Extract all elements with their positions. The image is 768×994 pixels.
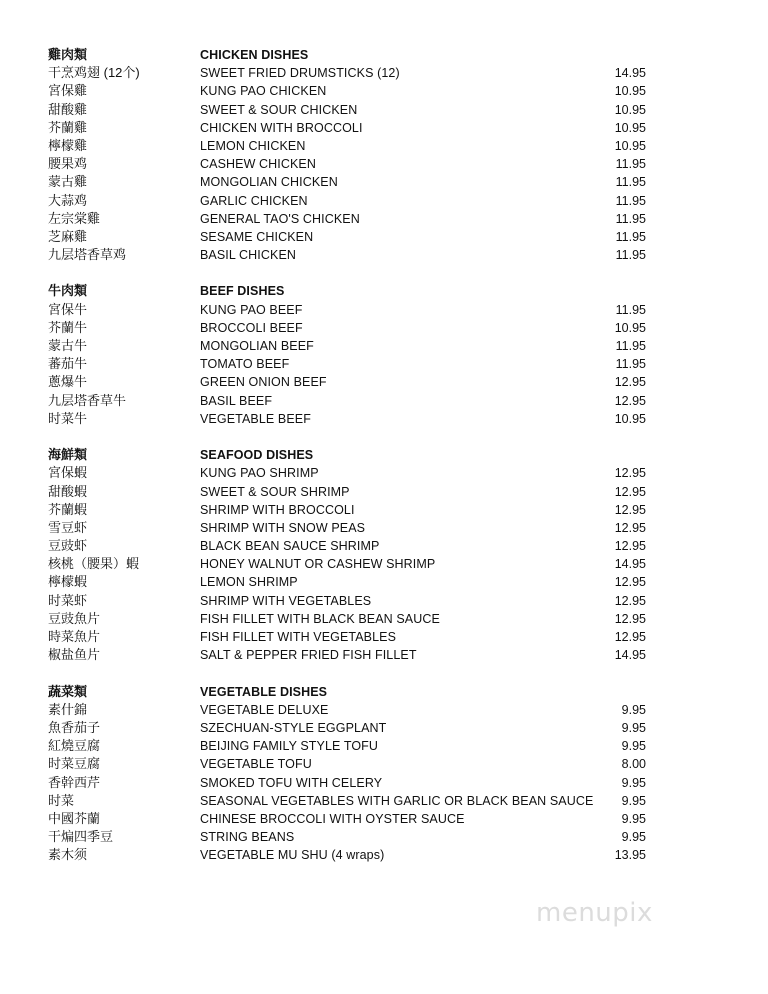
section-seafood xyxy=(0,446,768,664)
item-name-en: FISH FILLET WITH BLACK BEAN SAUCE xyxy=(200,611,440,626)
item-price: 10.95 xyxy=(614,102,646,117)
menu-item xyxy=(0,719,768,737)
item-name-cn: 干烹鸡翅 (12个) xyxy=(48,65,140,81)
section-title-en: CHICKEN DISHES xyxy=(200,48,309,62)
item-name-en: KUNG PAO BEEF xyxy=(200,302,303,317)
menu-item xyxy=(0,155,768,173)
item-price: 9.95 xyxy=(621,830,646,845)
item-name-en: VEGETABLE DELUXE xyxy=(200,702,329,717)
item-price: 9.95 xyxy=(621,720,646,735)
menu-item xyxy=(0,483,768,501)
section-header xyxy=(0,46,768,64)
menu-item xyxy=(0,173,768,191)
section-header xyxy=(0,683,768,701)
item-name-en: GARLIC CHICKEN xyxy=(200,193,308,208)
item-name-en: VEGETABLE MU SHU (4 wraps) xyxy=(200,848,385,863)
item-name-en: MONGOLIAN BEEF xyxy=(200,339,314,353)
item-name-cn: 大蒜鸡 xyxy=(48,192,88,208)
item-name-cn: 蕃茄牛 xyxy=(48,356,88,372)
item-name-cn: 左宗棠雞 xyxy=(48,210,101,226)
item-name-en: LEMON CHICKEN xyxy=(200,138,306,153)
item-name-cn: 腰果鸡 xyxy=(48,156,88,172)
menu-item xyxy=(0,774,768,792)
menu-item xyxy=(0,501,768,519)
item-name-en: BASIL CHICKEN xyxy=(200,248,297,263)
item-name-cn: 九层塔香草鸡 xyxy=(48,247,127,263)
menu-item xyxy=(0,646,768,664)
item-name-en: SEASONAL VEGETABLES WITH GARLIC OR BLACK BEAN SAUCE xyxy=(200,793,594,808)
menu-item xyxy=(0,410,768,428)
menu-item xyxy=(0,373,768,391)
menu-item xyxy=(0,319,768,337)
item-price: 10.95 xyxy=(614,411,646,426)
item-name-cn: 宮保蝦 xyxy=(48,465,88,481)
item-name-en: GREEN ONION BEEF xyxy=(200,375,327,390)
menu-item xyxy=(0,592,768,610)
menu-item xyxy=(0,846,768,864)
item-name-cn: 时菜豆腐 xyxy=(48,756,101,772)
item-name-en: LEMON SHRIMP xyxy=(200,575,298,590)
item-name-cn: 椒盐鱼片 xyxy=(48,647,101,663)
menu-item xyxy=(0,101,768,119)
menu-item xyxy=(0,337,768,355)
item-price: 11.95 xyxy=(615,339,646,353)
menu-item xyxy=(0,464,768,482)
menu-item xyxy=(0,119,768,137)
item-price: 10.95 xyxy=(614,84,646,99)
item-price: 12.95 xyxy=(614,630,646,644)
item-price: 9.95 xyxy=(621,739,646,754)
item-name-en: GENERAL TAO'S CHICKEN xyxy=(200,211,360,226)
item-price: 12.95 xyxy=(614,393,646,408)
item-name-en: SESAME CHICKEN xyxy=(200,229,314,244)
item-name-cn: 中國芥蘭 xyxy=(48,810,101,826)
item-name-cn: 芥蘭牛 xyxy=(48,319,88,335)
item-name-cn: 蒙古雞 xyxy=(48,174,88,190)
item-price: 11.95 xyxy=(615,357,646,372)
item-name-en: VEGETABLE BEEF xyxy=(200,411,311,426)
menu-item xyxy=(0,210,768,228)
item-price: 12.95 xyxy=(614,539,646,554)
item-price: 9.95 xyxy=(621,811,646,826)
item-name-cn: 时菜牛 xyxy=(48,410,88,426)
item-name-cn: 宮保雞 xyxy=(48,83,88,99)
item-name-en: SHRIMP WITH SNOW PEAS xyxy=(200,520,366,535)
item-price: 14.95 xyxy=(614,648,646,663)
item-price: 9.95 xyxy=(621,775,646,790)
item-name-en: CHINESE BROCCOLI WITH OYSTER SAUCE xyxy=(200,811,465,826)
section-title-cn: 雞肉類 xyxy=(48,47,88,62)
item-name-en: SWEET & SOUR SHRIMP xyxy=(200,484,350,499)
menu-item xyxy=(0,828,768,846)
item-name-en: BEIJING FAMILY STYLE TOFU xyxy=(200,739,379,754)
menu-item xyxy=(0,737,768,755)
item-name-en: MONGOLIAN CHICKEN xyxy=(200,175,338,190)
section-beef xyxy=(0,282,768,428)
item-price: 12.95 xyxy=(614,484,646,499)
section-chicken xyxy=(0,46,768,264)
menu-item xyxy=(0,555,768,573)
item-name-cn: 雪豆虾 xyxy=(48,519,88,535)
item-price: 14.95 xyxy=(614,557,646,572)
item-name-en: SMOKED TOFU WITH CELERY xyxy=(200,775,383,790)
item-name-en: SWEET FRIED DRUMSTICKS (12) xyxy=(200,66,400,81)
item-name-cn: 檸檬雞 xyxy=(48,137,88,153)
item-name-en: SHRIMP WITH VEGETABLES xyxy=(200,593,372,608)
item-name-en: KUNG PAO SHRIMP xyxy=(200,466,319,481)
menu-item xyxy=(0,228,768,246)
menu-item xyxy=(0,192,768,210)
menu-item xyxy=(0,628,768,646)
section-title-cn: 海鮮類 xyxy=(48,447,88,463)
item-name-cn: 宮保牛 xyxy=(48,301,88,317)
item-price: 12.95 xyxy=(614,611,646,626)
item-name-cn: 香幹西芹 xyxy=(48,774,101,790)
item-name-cn: 核桃（腰果）蝦 xyxy=(48,556,140,572)
item-name-en: BASIL BEEF xyxy=(200,393,273,408)
item-price: 13.95 xyxy=(614,848,646,863)
menu-page xyxy=(0,46,768,883)
item-name-cn: 芝麻雞 xyxy=(48,228,88,244)
item-price: 11.95 xyxy=(615,302,646,317)
section-title-en: VEGETABLE DISHES xyxy=(200,684,328,699)
menu-item xyxy=(0,137,768,155)
item-name-en: TOMATO BEEF xyxy=(200,357,290,372)
item-price: 12.95 xyxy=(614,593,646,608)
item-name-en: STRING BEANS xyxy=(200,830,295,845)
item-name-cn: 檸檬蝦 xyxy=(48,574,88,590)
menu-item xyxy=(0,64,768,82)
menu-item xyxy=(0,610,768,628)
item-price: 11.95 xyxy=(615,229,646,244)
item-name-cn: 芥蘭雞 xyxy=(48,119,88,135)
item-price: 12.95 xyxy=(614,575,646,590)
item-name-en: VEGETABLE TOFU xyxy=(200,757,312,772)
item-name-en: BROCCOLI BEEF xyxy=(200,320,303,335)
section-header xyxy=(0,282,768,300)
menu-item xyxy=(0,519,768,537)
item-price: 10.95 xyxy=(614,138,646,153)
item-price: 9.95 xyxy=(621,793,646,808)
item-price: 14.95 xyxy=(614,66,646,81)
item-price: 8.00 xyxy=(621,757,646,772)
item-price: 12.95 xyxy=(614,502,646,517)
item-price: 11.95 xyxy=(615,193,646,208)
item-name-cn: 甜酸蝦 xyxy=(48,483,88,499)
item-name-cn: 干煸四季豆 xyxy=(48,829,114,845)
menu-item xyxy=(0,392,768,410)
item-price: 10.95 xyxy=(614,320,646,335)
item-name-en: SALT & PEPPER FRIED FISH FILLET xyxy=(200,648,417,663)
item-name-en: KUNG PAO CHICKEN xyxy=(200,84,327,99)
menu-item xyxy=(0,301,768,319)
item-name-cn: 时菜虾 xyxy=(48,592,88,608)
item-price: 11.95 xyxy=(615,211,646,226)
item-name-cn: 魚香茄子 xyxy=(48,719,101,735)
item-name-cn: 时菜 xyxy=(48,792,75,808)
menu-item xyxy=(0,82,768,100)
menu-item xyxy=(0,701,768,719)
item-name-cn: 素木须 xyxy=(48,847,88,863)
item-name-cn: 芥蘭蝦 xyxy=(48,501,88,517)
menu-item xyxy=(0,755,768,773)
menu-item xyxy=(0,537,768,555)
item-name-cn: 蔥爆牛 xyxy=(48,374,88,390)
item-name-en: HONEY WALNUT OR CASHEW SHRIMP xyxy=(200,557,436,572)
watermark-logo: menupix xyxy=(536,898,653,928)
item-name-cn: 豆豉魚片 xyxy=(48,610,101,626)
item-price: 12.95 xyxy=(614,520,646,535)
item-name-cn: 紅燒豆腐 xyxy=(48,738,101,754)
section-header xyxy=(0,446,768,464)
item-price: 9.95 xyxy=(621,702,646,717)
section-title-en: BEEF DISHES xyxy=(200,284,285,299)
item-name-cn: 時菜魚片 xyxy=(48,629,101,644)
item-name-cn: 蒙古牛 xyxy=(48,338,88,353)
item-price: 11.95 xyxy=(615,157,646,172)
section-title-cn: 蔬菜類 xyxy=(48,683,88,699)
item-name-en: SZECHUAN-STYLE EGGPLANT xyxy=(200,720,387,735)
item-name-cn: 九层塔香草牛 xyxy=(48,392,127,408)
item-name-en: SWEET & SOUR CHICKEN xyxy=(200,102,358,117)
item-price: 12.95 xyxy=(614,375,646,390)
menu-item xyxy=(0,792,768,810)
item-name-en: CASHEW CHICKEN xyxy=(200,157,316,172)
item-name-en: BLACK BEAN SAUCE SHRIMP xyxy=(200,539,380,554)
menu-item xyxy=(0,810,768,828)
item-price: 12.95 xyxy=(614,466,646,481)
item-price: 10.95 xyxy=(614,120,646,135)
item-name-en: SHRIMP WITH BROCCOLI xyxy=(200,502,355,517)
section-vegetable xyxy=(0,683,768,865)
item-price: 11.95 xyxy=(615,248,646,263)
item-name-en: FISH FILLET WITH VEGETABLES xyxy=(200,630,397,644)
menu-item xyxy=(0,573,768,591)
section-title-cn: 牛肉類 xyxy=(48,283,88,299)
item-name-cn: 素什錦 xyxy=(48,701,88,717)
item-name-cn: 甜酸雞 xyxy=(48,101,88,117)
menu-item xyxy=(0,246,768,264)
menu-item xyxy=(0,355,768,373)
item-name-cn: 豆豉虾 xyxy=(48,538,88,554)
section-title-en: SEAFOOD DISHES xyxy=(200,448,314,463)
item-price: 11.95 xyxy=(615,175,646,190)
item-name-en: CHICKEN WITH BROCCOLI xyxy=(200,120,363,135)
